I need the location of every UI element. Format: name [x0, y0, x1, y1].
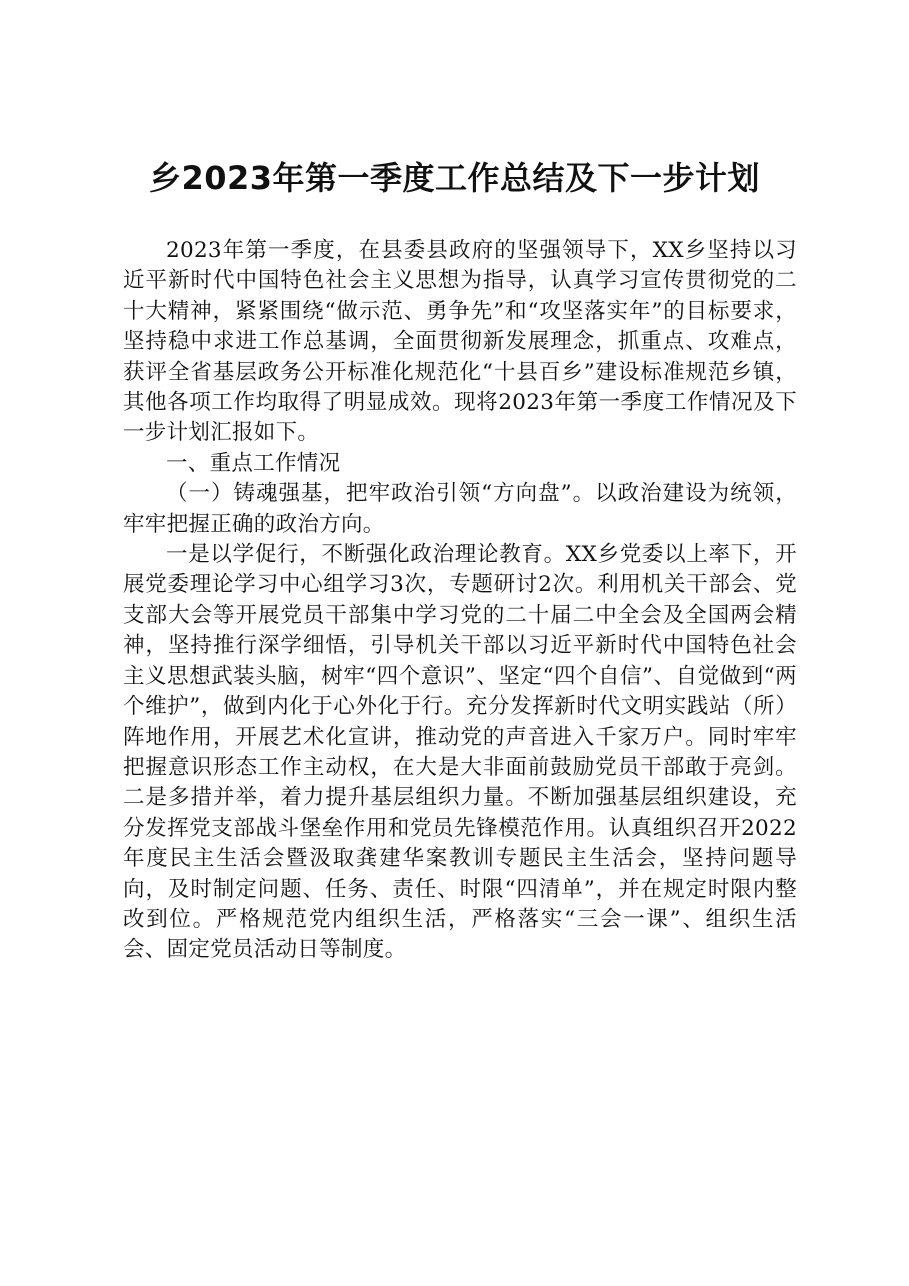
subsection-heading: （一）铸魂强基，把牢政治引领“方向盘”。以政治建设为统领，牢牢把握正确的政治方向。 [123, 481, 797, 537]
intro-paragraph: 2023年第一季度，在县委县政府的坚强领导下，XX乡坚持以习近平新时代中国特色社会主义思想为指导，认真学习宣传贯彻党的二十大精神，紧紧围绕“做示范、勇争先”和“攻坚落实年”的目标要求，坚持稳中求进工作总基调，全面贯彻新发展理念，抓重点、攻难点，获评全省基层政务公开标准化规范化“十县百乡”建设标准规范乡镇，其他各项工作均取得了明显成效。现将2023年第一季度工作情况及下一步计划汇报如下。 [123, 238, 797, 446]
document-title: 乡2023年第一季度工作总结及下一步计划 [148, 159, 761, 197]
document-body [123, 236, 797, 966]
body-paragraph: 一是以学促行，不断强化政治理论教育。XX乡党委以上率下，开展党委理论学习中心组学习3次，专题研讨2次。利用机关干部会、党支部大会等开展党员干部集中学习党的二十届二中全会及全国两会精神，坚持推行深学细悟，引导机关干部以习近平新时代中国特色社会主义思想武装头脑，树牢“四个意识”、坚定“四个自信”、自觉做到“两个维护”，做到内化于心外化于行。充分发挥新时代文明实践站（所）阵地作用，开展艺术化宣讲，推动党的声音进入千家万户。同时牢牢把握意识形态工作主动权，在大是大非面前鼓励党员干部敢于亮剑。二是多措并举，着力提升基层组织力量。不断加强基层组织建设，充分发挥党支部战斗堡垒作用和党员先锋模范作用。认真组织召开2022年度民主生活会暨汲取龚建华案教训专题民主生活会，坚持问题导向，及时制定问题、任务、责任、时限“四清单”，并在规定时限内整改到位。严格规范党内组织生活，严格落实“三会一课”、组织生活会、固定党员活动日等制度。 [123, 542, 797, 963]
section-heading: 一、重点工作情况 [166, 450, 341, 476]
